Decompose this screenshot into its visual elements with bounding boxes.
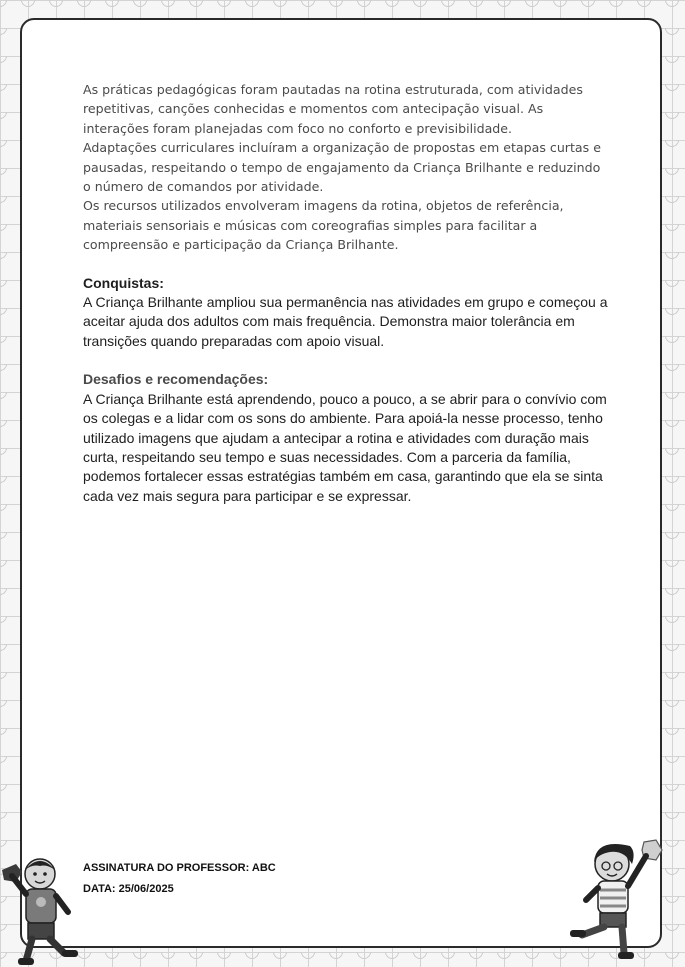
- desafios-heading: Desafios e recomendações:: [83, 371, 269, 388]
- report-content: [83, 80, 608, 506]
- boy-with-puzzle-icon: [0, 852, 90, 967]
- conquistas-section: [83, 274, 608, 352]
- teacher-signature: ASSINATURA DO PROFESSOR: ABC: [83, 862, 276, 874]
- intro-paragraph-adaptations: Adaptações curriculares incluíram a organização de propostas em etapas curtas e pausadas, respeitando o tempo de engajamento da Criança Brilhante e reduzindo o número de comandos por atividade.: [83, 140, 601, 195]
- report-date: DATA: 25/06/2025: [83, 883, 174, 895]
- intro-paragraph-practices: As práticas pedagógicas foram pautadas na rotina estruturada, com atividades repetitivas, canções conhecidas e momentos com antecipação visual. As interações foram planejadas com foco no conforto e previsibilidade.: [83, 82, 583, 136]
- conquistas-text: A Criança Brilhante ampliou sua permanência nas atividades em grupo e começou a aceitar ajuda dos adultos com mais frequência. Demonstra maior tolerância em transições quando preparadas com apoio visual.: [83, 294, 608, 349]
- desafios-text: A Criança Brilhante está aprendendo, pouco a pouco, a se abrir para o convívio com os colegas e a lidar com os sons do ambiente. Para apoiá-la nesse processo, tenho utilizado imagens que ajudam a antecipar a rotina e atividades com duração mais curta, respeitando seu tempo e suas necessidades. Com a parceria da família, podemos fortalecer essas estratégias também em casa, garantindo que ela se sinta cada vez mais segura para participar e se expressar.: [83, 390, 607, 504]
- conquistas-heading: Conquistas:: [83, 274, 164, 291]
- signature-footer: [83, 862, 276, 904]
- girl-with-puzzle-icon: [566, 836, 666, 966]
- intro-paragraph-resources: Os recursos utilizados envolveram imagens da rotina, objetos de referência, materiais sensoriais e músicas com coreografias simples para facilitar a compreensão e participação da Criança Brilhante.: [83, 198, 564, 253]
- desafios-section: [83, 370, 608, 506]
